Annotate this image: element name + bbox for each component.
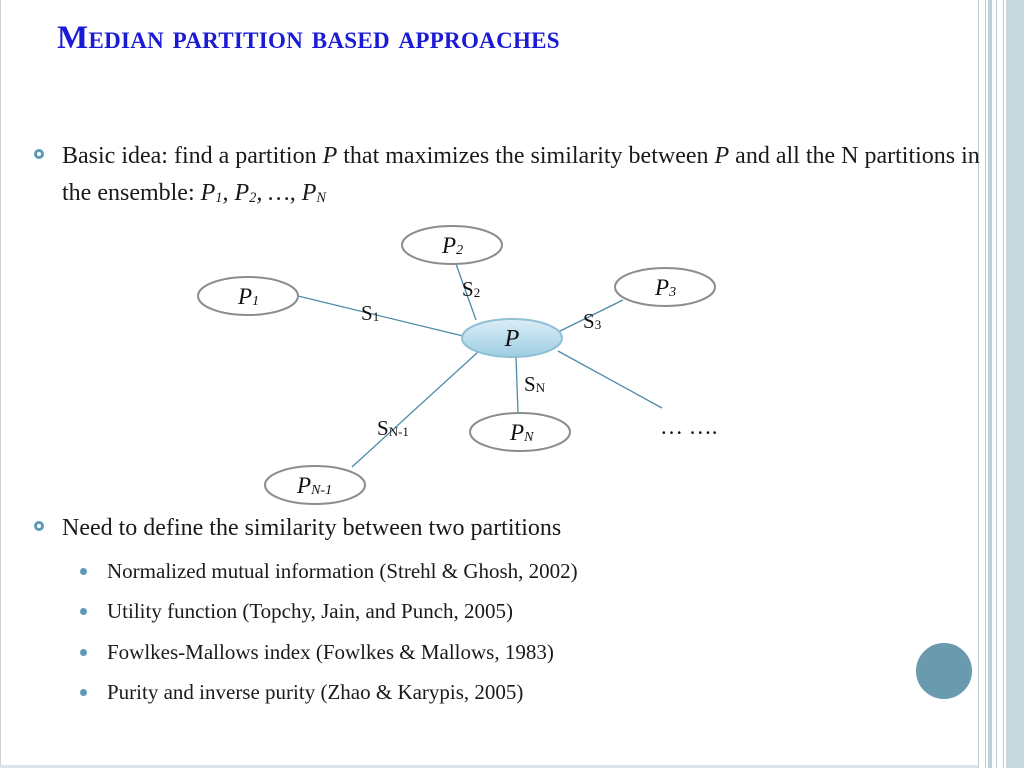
bullet-text-part: P <box>322 143 338 169</box>
edge-line-node-P1 <box>298 296 463 336</box>
edge-label-S2 <box>462 277 480 301</box>
edge-line-node-PN <box>516 357 518 413</box>
edge-label-SN-subscript: N <box>535 380 546 395</box>
bullet-text-part: 1 <box>215 190 223 206</box>
node-P1 <box>198 277 298 315</box>
bullet-ring-icon <box>34 521 44 531</box>
sub-bullet <box>80 559 578 584</box>
node-P3-label-subscript: 3 <box>669 285 677 300</box>
bullet-similarity <box>34 510 982 547</box>
node-PN-label-base: P <box>510 420 525 445</box>
center-node-label <box>504 326 520 352</box>
edge-label-S2-subscript: 2 <box>473 285 481 300</box>
node-PN-1-label-subscript: N-1 <box>311 483 333 498</box>
edge-line-node-PN-1 <box>352 352 478 467</box>
sub-bullet-dot-icon <box>80 608 87 615</box>
bullet-text-part: P <box>714 143 730 169</box>
sub-bullet-dot-icon <box>80 689 87 696</box>
edge-label-S1-subscript: 1 <box>372 309 380 324</box>
node-PN-1 <box>265 466 365 504</box>
sub-bullet-dot-icon <box>80 649 87 656</box>
sub-bullet-dot-icon <box>80 568 87 575</box>
bullet-text-part: N <box>316 190 326 206</box>
edge-label-SN-1-subscript: N-1 <box>388 424 409 439</box>
sub-bullet <box>80 680 523 705</box>
edge-line-ellipsis <box>558 351 662 408</box>
bullet-text-part: P <box>200 180 216 206</box>
node-P1-label-base: P <box>238 284 253 309</box>
node-PN-label-subscript: N <box>524 430 534 445</box>
bullet-text-part: 2 <box>249 190 257 206</box>
edge-label-S2-base: S <box>462 277 474 301</box>
node-PN-1-label-base: P <box>297 473 312 498</box>
node-P1-label-subscript: 1 <box>252 294 260 309</box>
node-P2-label-base: P <box>442 233 457 258</box>
node-P3 <box>615 268 715 306</box>
sub-bullet <box>80 640 554 665</box>
bullet-text: Need to define the similarity between two partitions <box>62 515 562 541</box>
bullet-text-part: and all the N partitions in the ensemble: <box>62 143 980 206</box>
edge-label-S1-base: S <box>361 301 373 325</box>
sub-bullet-text: Normalized mutual information (Strehl & Ghosh, 2002) <box>107 559 578 583</box>
slide-title: Median partition based approaches <box>57 20 560 56</box>
sub-bullet <box>80 599 513 624</box>
edge-label-SN <box>524 372 546 396</box>
ellipsis-label: … …. <box>660 414 718 439</box>
sub-bullet-text: Purity and inverse purity (Zhao & Karypis, 2005) <box>107 680 524 704</box>
node-PN <box>470 413 570 451</box>
edge-label-S1 <box>361 301 379 325</box>
bullet-text-part: , P <box>222 180 250 206</box>
edge-label-S3-base: S <box>583 309 595 333</box>
decorative-circle <box>913 640 975 702</box>
edge-label-SN-base: S <box>524 372 536 396</box>
bullet-text-part: , …, P <box>256 180 317 206</box>
center-node-P <box>462 319 562 357</box>
edge-label-S3-subscript: 3 <box>594 317 602 332</box>
sub-bullet-text: Utility function (Topchy, Jain, and Punch, 2005) <box>107 599 514 623</box>
bullet-text-part: Basic idea: find a partition <box>62 143 323 169</box>
bullet-text-part: that maximizes the similarity between <box>337 143 715 169</box>
node-P2 <box>402 226 502 264</box>
edge-label-SN-1-base: S <box>377 416 389 440</box>
sub-bullet-text: Fowlkes-Mallows index (Fowlkes & Mallows, 1983) <box>107 640 554 664</box>
node-P3-label-base: P <box>655 275 670 300</box>
node-P2-label-subscript: 2 <box>456 243 464 258</box>
center-node-label-base: P <box>504 326 520 352</box>
